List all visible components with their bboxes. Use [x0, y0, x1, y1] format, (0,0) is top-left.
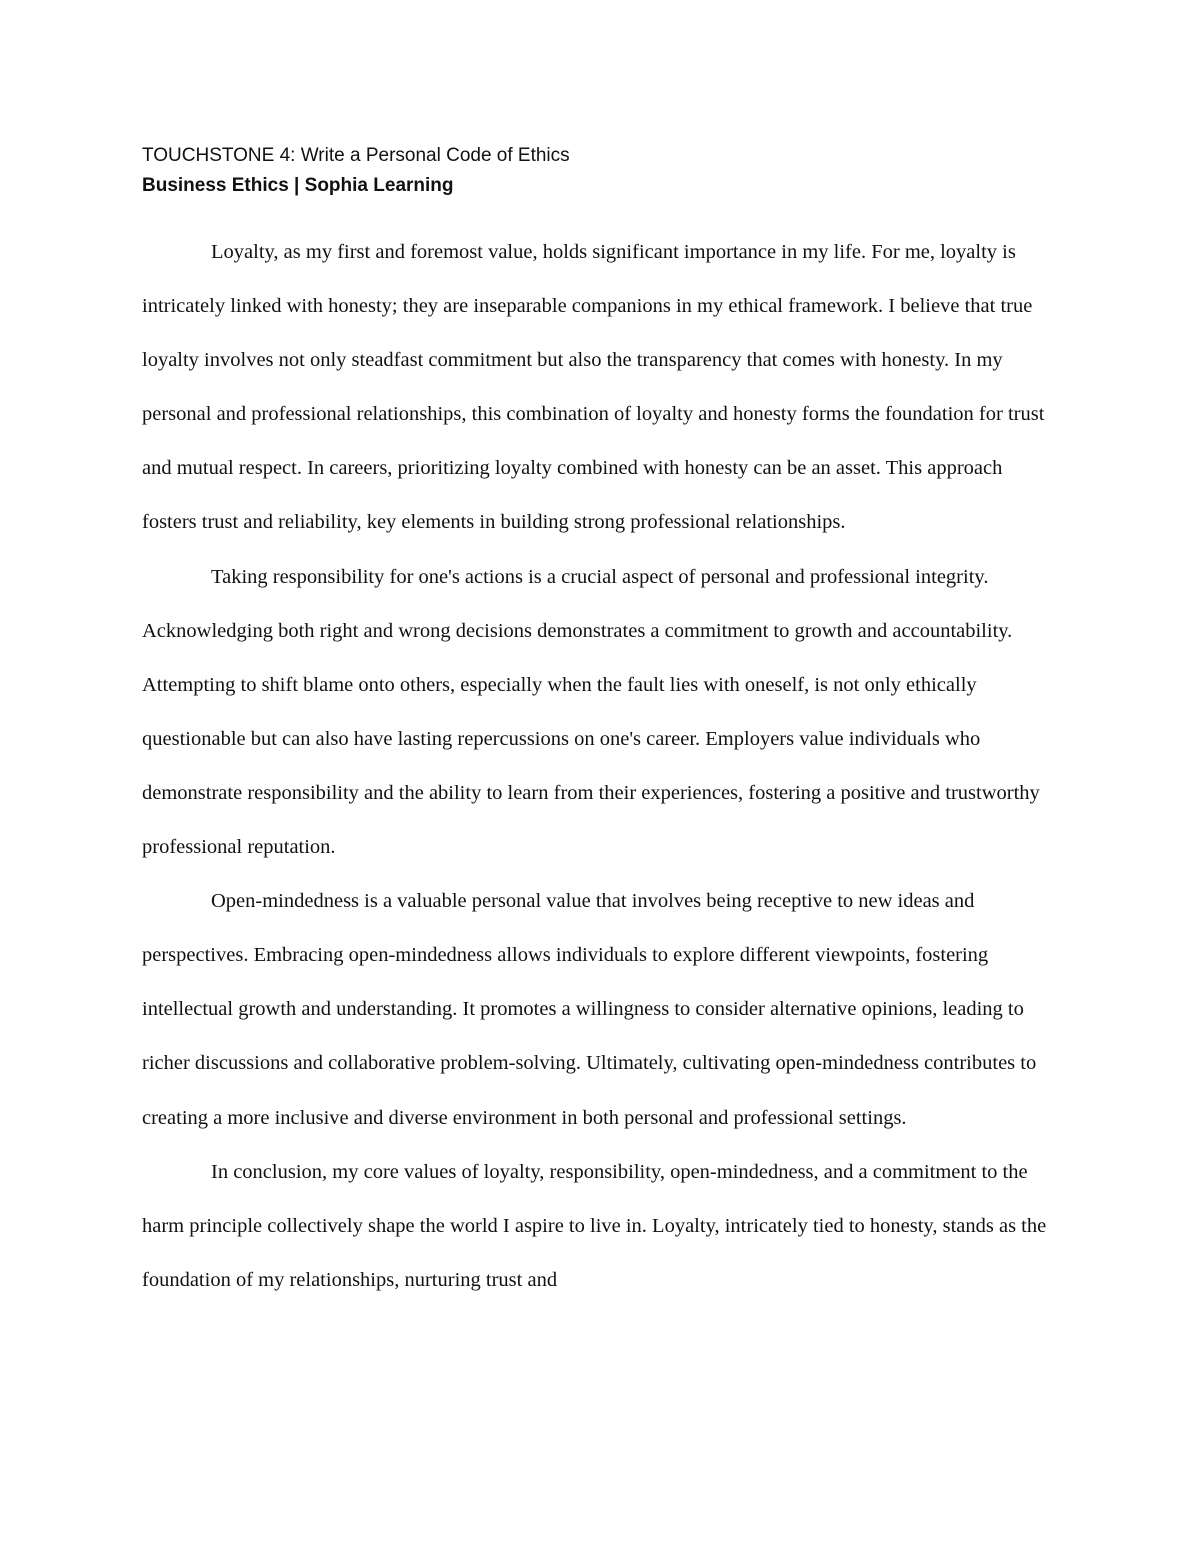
document-body [142, 225, 1060, 1307]
document-title: TOUCHSTONE 4: Write a Personal Code of Ethics [142, 145, 570, 166]
paragraph-conclusion: In conclusion, my core values of loyalty, responsibility, open-mindedness, and a commitment to the harm principle collectively shape the world I aspire to live in. Loyalty, intricately tied to honesty, stands as the foundation of my relationships, nurturing trust and [142, 1160, 1047, 1291]
paragraph-responsibility: Taking responsibility for one's actions is a crucial aspect of personal and professional integrity. Acknowledging both right and wrong decisions demonstrates a commitment to growth and accountability. Attempting to shift blame onto others, especially when the fault lies with oneself, is not only ethically questionable but can also have lasting repercussions on one's career. Employers value individuals who demonstrate responsibility and the ability to learn from their experiences, fostering a positive and trustworthy professional reputation. [142, 565, 1040, 859]
paragraph-loyalty: Loyalty, as my first and foremost value, holds significant importance in my life. For me, loyalty is intricately linked with honesty; they are inseparable companions in my ethical framework. I believe that true loyalty involves not only steadfast commitment but also the transparency that comes with honesty. In my personal and professional relationships, this combination of loyalty and honesty forms the foundation for trust and mutual respect. In careers, prioritizing loyalty combined with honesty can be an asset. This approach fosters trust and reliability, key elements in building strong professional relationships. [142, 241, 1045, 534]
document-subtitle: Business Ethics | Sophia Learning [142, 175, 454, 196]
paragraph-open-mindedness: Open-mindedness is a valuable personal value that involves being receptive to new ideas and perspectives. Embracing open-mindedness allows individuals to explore different viewpoints, fostering intellectual growth and understanding. It promotes a willingness to consider alternative opinions, leading to richer discussions and collaborative problem-solving. Ultimately, cultivating open-mindedness contributes to creating a more inclusive and diverse environment in both personal and professional settings. [142, 890, 1037, 1129]
document-header [142, 141, 570, 201]
